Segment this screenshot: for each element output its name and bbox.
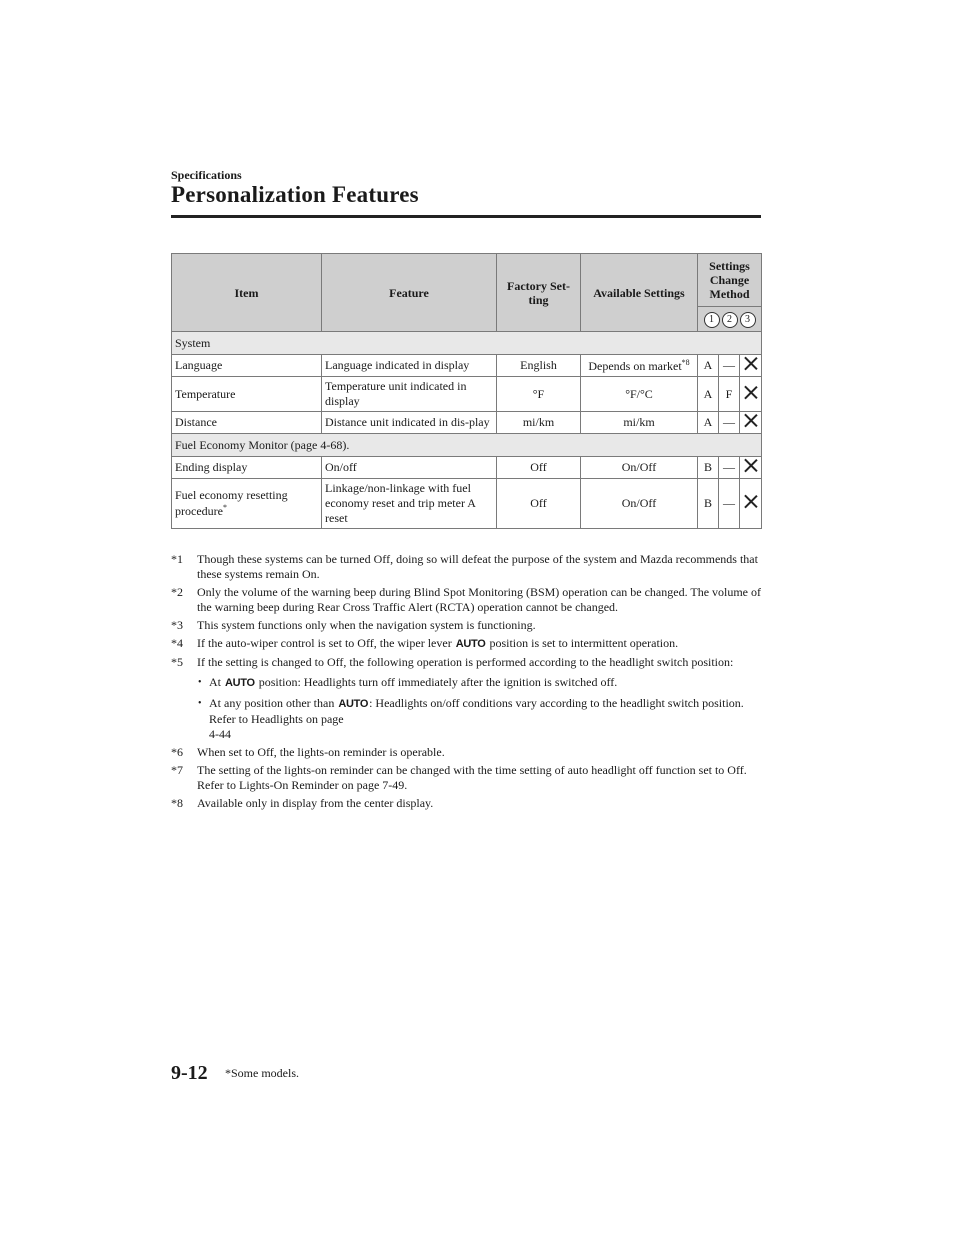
group-row-system xyxy=(172,332,762,355)
x-icon xyxy=(744,414,757,427)
group-name: System xyxy=(172,332,762,355)
method-1-icon: 1 xyxy=(704,312,720,328)
note-4: *4 If the auto-wiper control is set to Off, the wiper lever AUTO position is set to intermittent operation. xyxy=(171,636,679,650)
note-5-bullet-1: • At AUTO position: Headlights turn off immediately after the ignition is switched off. xyxy=(197,675,771,691)
table-row xyxy=(172,479,762,529)
cell-available: °F/°C xyxy=(581,377,698,412)
title-rule xyxy=(171,215,761,218)
cell-method-3 xyxy=(740,479,762,529)
note-5-bullet-2: • At any position other than AUTO: Headlights on/off conditions vary according to the headlight switch position. Refer to Headlights on page 4-44 xyxy=(197,696,771,742)
note-3: *3 This system functions only when the navigation system is functioning. xyxy=(171,618,536,632)
header-available-settings: Available Settings xyxy=(581,254,698,332)
group-row-fuel-economy-monitor xyxy=(172,434,762,457)
cell-method-1: A xyxy=(698,355,719,377)
cell-method-1: A xyxy=(698,412,719,434)
cell-feature: Temperature unit indicated in display xyxy=(322,377,497,412)
cell-method-2: — xyxy=(719,412,740,434)
table-row xyxy=(172,412,762,434)
header-feature: Feature xyxy=(322,254,497,332)
cell-method-1: B xyxy=(698,457,719,479)
cell-method-3 xyxy=(740,355,762,377)
x-icon xyxy=(744,459,757,472)
note-2: *2 Only the volume of the warning beep during Blind Spot Monitoring (BSM) operation can be changed. The volume of the warning beep during Rear Cross Traffic Alert (RCTA) operation cannot be changed. xyxy=(171,585,762,614)
method-3-icon: 3 xyxy=(740,312,756,328)
cell-available: mi/km xyxy=(581,412,698,434)
header-factory-setting: Factory Set-ting xyxy=(497,254,581,332)
note-7: *7 The setting of the lights-on reminder can be changed with the time setting of auto headlight off function set to Off. Refer to Lights-On Reminder on page 7-49. xyxy=(171,763,747,792)
cell-item: Distance xyxy=(172,412,322,434)
note-5: *5 If the setting is changed to Off, the following operation is performed according to the headlight switch position: • At AUTO position: Headlights turn off immediately after the ignition is switched off. • At any position other than AUTO: Headlights on/off conditions vary according to the headlight switch position. Refer to Headlights on page 4-44 xyxy=(171,655,771,742)
cell-method-2: — xyxy=(719,479,740,529)
cell-factory: Off xyxy=(497,479,581,529)
cell-available: On/Off xyxy=(581,479,698,529)
header-settings-change-method: Settings Change Method xyxy=(698,254,762,307)
cell-factory: °F xyxy=(497,377,581,412)
note-6: *6 When set to Off, the lights-on reminder is operable. xyxy=(171,745,445,759)
auto-icon: AUTO xyxy=(455,638,486,650)
note-8: *8 Available only in display from the center display. xyxy=(171,796,434,810)
cell-item: Language xyxy=(172,355,322,377)
section-label: Specifications xyxy=(171,168,242,182)
method-2-icon: 2 xyxy=(722,312,738,328)
cell-method-1: B xyxy=(698,479,719,529)
note-1: *1 Though these systems can be turned Off, doing so will defeat the purpose of the system and Mazda recommends that these systems remain On. xyxy=(171,552,758,581)
table-header-row xyxy=(172,254,762,307)
models-footnote: *Some models. xyxy=(225,1066,299,1080)
cell-available: Depends on market$^{*8}$ xyxy=(581,355,698,377)
auto-icon: AUTO xyxy=(338,698,369,710)
cell-item: Ending display xyxy=(172,457,322,479)
table-row xyxy=(172,377,762,412)
cell-method-1: A xyxy=(698,377,719,412)
x-icon xyxy=(744,386,757,399)
cell-feature: Linkage/non-linkage with fuel economy reset and trip meter A reset xyxy=(322,479,497,529)
auto-icon: AUTO xyxy=(225,677,255,689)
personalization-table xyxy=(171,253,762,529)
cell-factory: English xyxy=(497,355,581,377)
table-row xyxy=(172,355,762,377)
group-name: Fuel Economy Monitor (page 4-68). xyxy=(172,434,762,457)
cell-method-3 xyxy=(740,412,762,434)
cell-method-2: F xyxy=(719,377,740,412)
cell-available: On/Off xyxy=(581,457,698,479)
cell-factory: Off xyxy=(497,457,581,479)
cell-item: Temperature xyxy=(172,377,322,412)
page-number: 9-12 xyxy=(171,1062,208,1084)
cell-method-2: — xyxy=(719,457,740,479)
x-icon xyxy=(744,495,757,508)
page-title: Personalization Features xyxy=(171,182,419,207)
header-item: Item xyxy=(172,254,322,332)
cell-method-3 xyxy=(740,457,762,479)
footnote-mark: * xyxy=(222,503,227,512)
table-row xyxy=(172,457,762,479)
x-icon xyxy=(744,357,757,370)
group-page-ref: (page 4-68). xyxy=(290,437,350,452)
cell-item: Fuel economy resetting procedure* xyxy=(172,479,322,529)
method-numbers xyxy=(698,307,762,332)
cell-feature: On/off xyxy=(322,457,497,479)
cell-factory: mi/km xyxy=(497,412,581,434)
cell-method-2: — xyxy=(719,355,740,377)
cell-method-3 xyxy=(740,377,762,412)
cell-feature: Distance unit indicated in dis-play xyxy=(322,412,497,434)
cell-feature: Language indicated in display xyxy=(322,355,497,377)
footnotes xyxy=(171,552,771,814)
footnote-mark: *8 xyxy=(681,357,690,367)
